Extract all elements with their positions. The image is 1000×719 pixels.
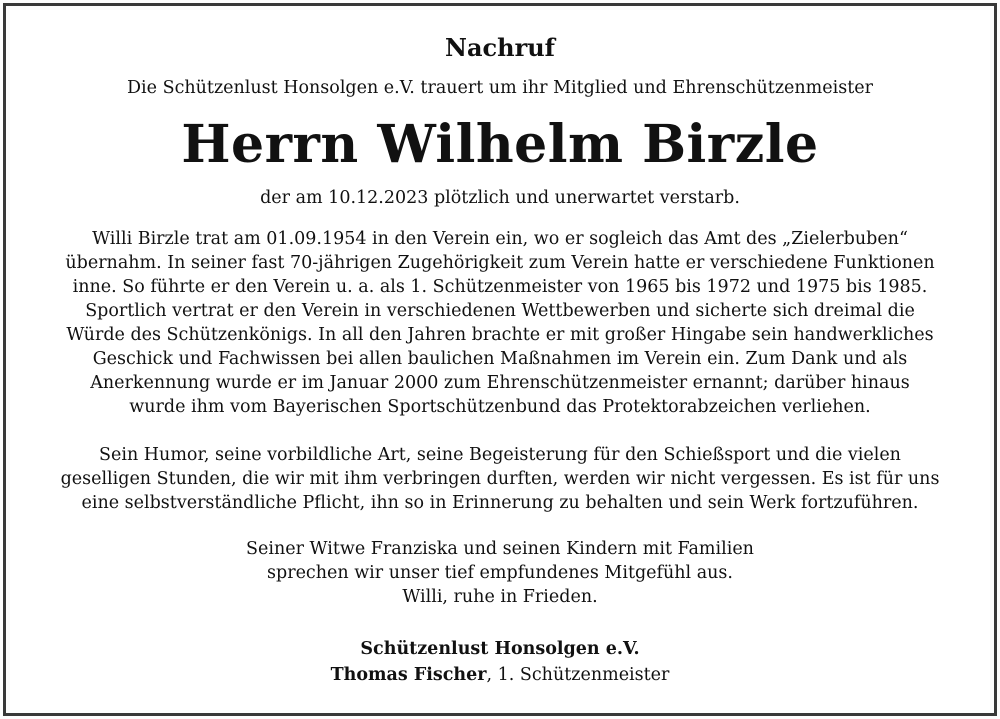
text-line: Willi, ruhe in Frieden. [402,587,598,607]
date-line: der am 10.12.2023 plötzlich und unerwartet verstarb. [260,188,740,208]
signature-person: Thomas Fischer [330,665,487,685]
text-line: Würde des Schützenkönigs. In all den Jahren brachte er mit großer Hingabe sein handwerkliches [66,325,934,345]
signature-club: Schützenlust Honsolgen e.V. [360,639,640,659]
intro-line: Die Schützenlust Honsolgen e.V. trauert um ihr Mitglied und Ehrenschützenmeister [127,78,873,98]
deceased-name: Herrn Wilhelm Birzle [181,114,819,175]
text-line: inne. So führte er den Verein u. a. als 1. Schützenmeister von 1965 bis 1972 und 1975 bis 1985. [72,277,928,297]
text-line: sprechen wir unser tief empfundenes Mitgefühl aus. [267,563,733,583]
text-line: Geschick und Fachwissen bei allen baulichen Maßnahmen im Verein ein. Zum Dank und als [92,349,908,369]
remembrance-paragraph [30,443,970,515]
signature-separator: , [486,665,493,685]
text-line: geselligen Stunden, die wir mit ihm verbringen durften, werden wir nicht vergessen. Es ist für uns [60,469,940,489]
text-line: Sportlich vertrat er den Verein in verschiedenen Wettbewerben und sicherte sich dreimal die [85,301,915,321]
notice-heading: Nachruf [445,33,555,62]
signature-role: 1. Schützenmeister [492,665,670,685]
text-line: wurde ihm vom Bayerischen Sportschützenbund das Protektorabzeichen verliehen. [129,397,871,417]
biography-paragraph [30,227,970,419]
text-line: übernahm. In seiner fast 70-jährigen Zugehörigkeit zum Verein hatte er verschiedene Funktionen [65,253,935,273]
signature-person-line [0,662,1000,688]
text-line: Anerkennung wurde er im Januar 2000 zum Ehrenschützenmeister ernannt; darüber hinaus [90,373,910,393]
text-line: Willi Birzle trat am 01.09.1954 in den Verein ein, wo er sogleich das Amt des „Zielerbuben“ [92,229,908,249]
text-line: Seiner Witwe Franziska und seinen Kindern mit Familien [246,539,754,559]
text-line: eine selbstverständliche Pflicht, ihn so in Erinnerung zu behalten und sein Werk fortzuführen. [81,493,919,513]
text-line: Sein Humor, seine vorbildliche Art, seine Begeisterung für den Schießsport und die vielen [99,445,901,465]
condolence-paragraph [30,537,970,609]
